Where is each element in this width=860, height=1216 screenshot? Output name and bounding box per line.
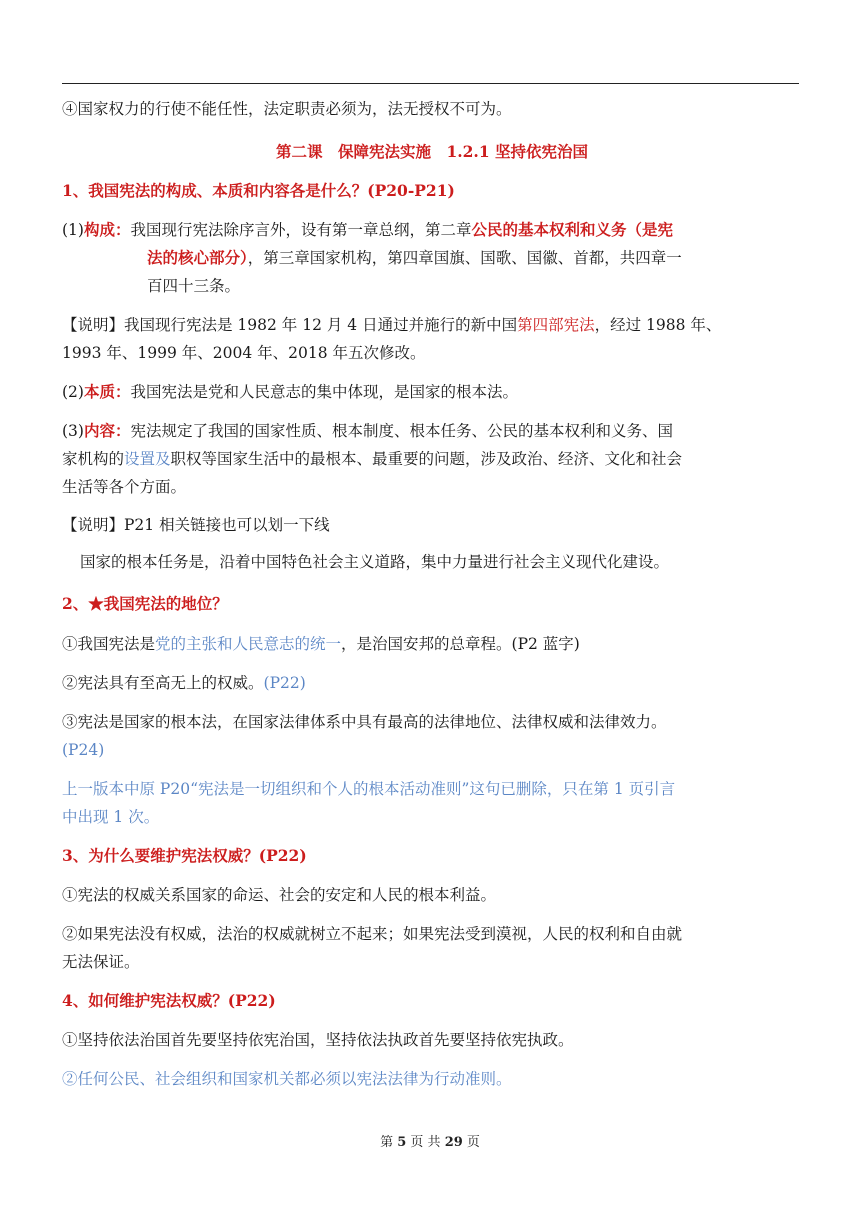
- footer-text: 页: [466, 1135, 480, 1150]
- text-span: ，第三章国家机构，第四章国旗、国歌、国徽、首都，共四章一: [247, 249, 682, 267]
- text-span: ④国家权力的行使不能任性，法定职责必须为，法无授权不可为。: [62, 100, 512, 118]
- text-span: ，是治国安邦的总章程。(P2 蓝字): [341, 635, 580, 653]
- question-text: 3、为什么要维护宪法权威？(P22): [62, 846, 307, 865]
- blue-text: ②任何公民、社会组织和国家机关都必须以宪法法律为行动准则。: [62, 1070, 512, 1088]
- text-span: ②如果宪法没有权威，法治的权威就树立不起来；如果宪法受到漠视，人民的权利和自由就: [62, 925, 683, 943]
- question-text: 2、★我国宪法的地位？: [62, 594, 228, 613]
- note-1: [62, 310, 802, 340]
- q1-part-3-cont2: [62, 472, 802, 502]
- question-3-title: [62, 841, 802, 871]
- note-2: [62, 510, 802, 540]
- question-1-title: [62, 176, 802, 206]
- part-number: (2): [62, 383, 84, 401]
- blue-text: (P22): [263, 674, 306, 692]
- text-span: ①坚持依法治国首先要坚持依宪治国，坚持依法执政首先要坚持依宪执政。: [62, 1031, 574, 1049]
- highlight-text: 第四部宪法: [517, 316, 595, 334]
- q2-line-2: [62, 668, 802, 698]
- q1-part-1: [62, 215, 802, 245]
- text-span: 生活等各个方面。: [62, 478, 187, 496]
- text-span: 我国现行宪法除序言外，设有第一章总纲，第二章: [130, 221, 472, 239]
- q3-line-1: [62, 880, 802, 910]
- part-label: 内容：: [83, 421, 131, 440]
- q4-line-2: [62, 1064, 802, 1094]
- blue-text: 党的主张和人民意志的统一: [155, 635, 342, 653]
- text-span: 【说明】我国现行宪法是 1982 年 12 月 4 日通过并施行的新中国: [62, 316, 518, 334]
- blue-text: 上一版本中原 P20“宪法是一切组织和个人的根本活动准则”这句已删除，只在第 1 页引言: [62, 780, 676, 798]
- text-span: ②宪法具有至高无上的权威。: [62, 674, 264, 692]
- part-number: (1): [62, 221, 84, 239]
- text-span: 职权等国家生活中的最根本、最重要的问题，涉及政治、经济、文化和社会: [170, 450, 683, 468]
- question-text: 4、如何维护宪法权威？(P22): [62, 991, 276, 1010]
- page-number: 5: [397, 1135, 407, 1150]
- question-4-title: [62, 986, 802, 1016]
- text-span: ①宪法的权威关系国家的命运、社会的安定和人民的根本利益。: [62, 886, 497, 904]
- q1-part-1-cont: [62, 243, 802, 273]
- note-1-cont: [62, 338, 802, 368]
- text-span: 国家的根本任务是，沿着中国特色社会主义道路，集中力量进行社会主义现代化建设。: [80, 553, 670, 571]
- highlight-text: 公民的基本权利和义务（是宪: [471, 220, 674, 239]
- total-pages: 29: [444, 1135, 463, 1150]
- page-footer: [0, 1133, 860, 1153]
- highlight-text: 法的核心部分）: [147, 248, 248, 267]
- task-line: [62, 547, 802, 577]
- q1-part-2: [62, 377, 802, 407]
- text-span: 1993 年、1999 年、2004 年、2018 年五次修改。: [62, 344, 426, 362]
- q3-line-2: [62, 919, 802, 949]
- part-label: 本质：: [83, 382, 131, 401]
- text-span: 无法保证。: [62, 953, 140, 971]
- header-rule: [62, 83, 799, 84]
- text-span: 宪法规定了我国的国家性质、根本制度、根本任务、公民的基本权利和义务、国: [130, 422, 673, 440]
- q1-part-3-cont: [62, 444, 802, 474]
- question-2-title: [62, 589, 802, 619]
- q2-note: [62, 774, 802, 804]
- blue-text: 中出现 1 次。: [62, 808, 160, 826]
- text-span: 我国宪法是党和人民意志的集中体现，是国家的根本法。: [130, 383, 518, 401]
- lesson-title-text: 第二课 保障宪法实施 1.2.1 坚持依宪治国: [275, 142, 589, 161]
- text-span: ③宪法是国家的根本法，在国家法律体系中具有最高的法律地位、法律权威和法律效力。: [62, 713, 667, 731]
- part-label: 构成：: [83, 220, 131, 239]
- text-line: [62, 94, 802, 124]
- blue-text: (P24): [62, 741, 105, 759]
- text-span: 家机构的: [62, 450, 125, 468]
- q2-note-cont: [62, 802, 802, 832]
- q2-line-1: [62, 629, 802, 659]
- q2-line-3-ref: [62, 735, 802, 765]
- q2-line-3: [62, 707, 802, 737]
- lesson-title: [62, 137, 802, 167]
- q1-part-3: [62, 416, 802, 446]
- footer-text: 第: [380, 1135, 394, 1150]
- q4-line-1: [62, 1025, 802, 1055]
- text-span: 【说明】P21 相关链接也可以划一下线: [62, 516, 330, 534]
- text-span: ，经过 1988 年、: [594, 316, 722, 334]
- q1-part-1-cont2: [62, 271, 802, 301]
- footer-text: 页 共: [410, 1135, 441, 1150]
- blue-text: 设置及: [124, 450, 171, 468]
- part-number: (3): [62, 422, 84, 440]
- text-span: ①我国宪法是: [62, 635, 156, 653]
- text-span: 百四十三条。: [147, 277, 241, 295]
- q3-line-2-cont: [62, 947, 802, 977]
- question-text: 1、我国宪法的构成、本质和内容各是什么？(P20-P21): [62, 181, 455, 200]
